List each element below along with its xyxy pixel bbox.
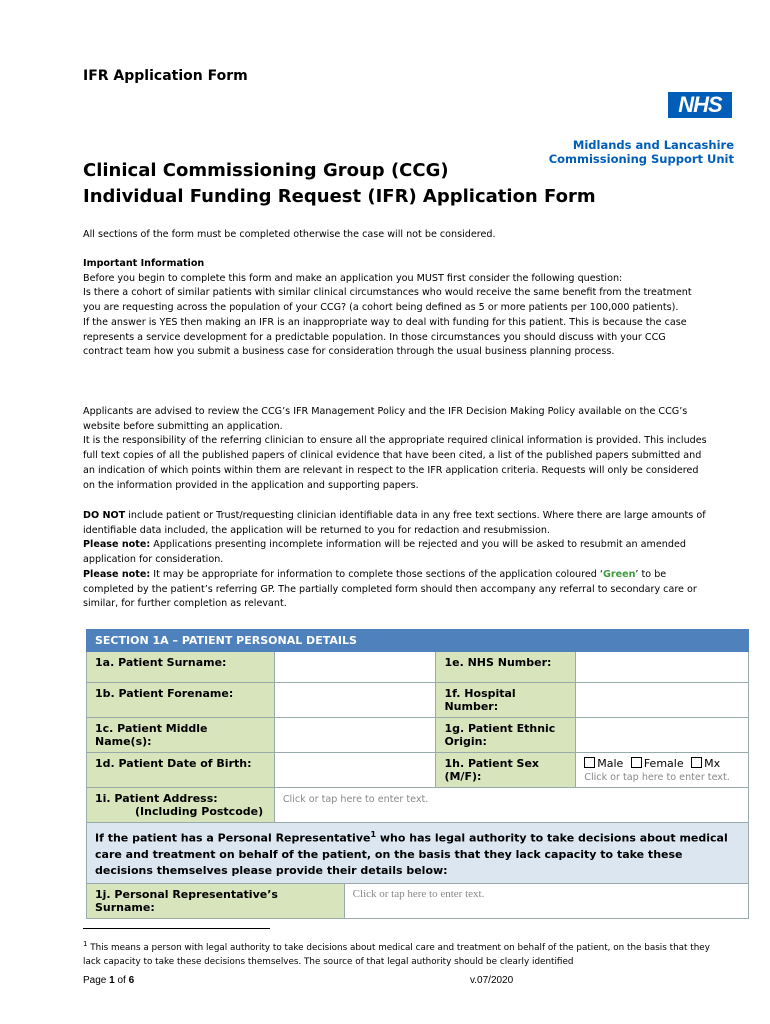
title-line-1: Clinical Commissioning Group (CCG) — [83, 160, 449, 181]
forename-field[interactable] — [274, 683, 436, 718]
sex-placeholder[interactable]: Click or tap here to enter text. — [584, 772, 730, 783]
table-row — [87, 753, 749, 788]
notes-text — [83, 509, 708, 612]
intro-text: All sections of the form must be completed otherwise the case will not be considered. — [83, 229, 496, 240]
important-info — [83, 257, 708, 360]
table-row — [87, 718, 749, 753]
footnote-divider — [83, 928, 270, 929]
nhs-number-field[interactable] — [576, 652, 749, 683]
note-please-1: Please note: Applications presenting incomplete information will be rejected and you will be asked to resubmit an amended application for consideration. — [83, 539, 686, 566]
table-row — [87, 683, 749, 718]
section-header: SECTION 1A – PATIENT PERSONAL DETAILS — [87, 630, 749, 652]
nhs-number-label: 1e. NHS Number: — [436, 652, 576, 683]
male-checkbox[interactable] — [584, 757, 595, 768]
surname-label: 1a. Patient Surname: — [87, 652, 275, 683]
important-p3: If the answer is YES then making an IFR is an inappropriate way to deal with funding for this patient. This is because the case represents a service development for a predictable population. In those circumstances you should discuss with your CCG contract team how you submit a business case for consideration through the usual business planning process. — [83, 316, 687, 358]
nhs-logo: NHS — [668, 92, 732, 118]
version-label: v.07/2020 — [470, 975, 514, 986]
female-label: Female — [643, 757, 684, 770]
female-checkbox[interactable] — [631, 757, 642, 768]
org-line-1: Midlands and Lancashire — [572, 138, 734, 152]
male-label: Male — [597, 757, 624, 770]
dob-label: 1d. Patient Date of Birth: — [87, 753, 275, 788]
title-line-2: Individual Funding Request (IFR) Application Form — [83, 186, 596, 207]
forename-label: 1b. Patient Forename: — [87, 683, 275, 718]
table-row — [87, 652, 749, 683]
rep-surname-field[interactable]: Click or tap here to enter text. — [344, 883, 748, 918]
advice-p2: It is the responsibility of the referring clinician to ensure all the appropriate required clinical information is provided. This includes full text copies of all the published papers of clinical evidence that have been cited, a list of the published papers submitted and an indication of which points within them are relevant in respect to the IFR application criteria. Requests will only be considered on the information provided in the application and supporting papers. — [83, 435, 707, 491]
surname-field[interactable] — [274, 652, 436, 683]
hospital-number-field[interactable] — [576, 683, 749, 718]
org-line-2: Commissioning Support Unit — [548, 152, 734, 166]
hospital-number-label: 1f. Hospital Number: — [436, 683, 576, 718]
middle-name-label: 1c. Patient Middle Name(s): — [87, 718, 275, 753]
important-heading: Important Information — [83, 258, 205, 269]
advice-p1: Applicants are advised to review the CCG’s IFR Management Policy and the IFR Decision Making Policy available on the CCG’s website before submitting an application. — [83, 406, 688, 432]
table-row — [87, 883, 749, 918]
address-label: 1i. Patient Address: (Including Postcode) — [87, 788, 275, 823]
important-p1: Before you begin to complete this form and make an application you MUST first consider the following question: — [83, 272, 623, 284]
address-field[interactable]: Click or tap here to enter text. — [274, 788, 748, 823]
table-row — [87, 788, 749, 823]
advice-text — [83, 405, 708, 493]
sex-label: 1h. Patient Sex (M/F): — [436, 753, 576, 788]
mx-label: Mx — [704, 757, 721, 770]
patient-details-form — [86, 629, 749, 919]
page-title — [83, 158, 596, 210]
page-number: Page 1 of 6 — [83, 975, 135, 986]
footnote: $^1$ This means a person with legal authority to take decisions about medical care and treatment on behalf of the patient, on the basis that they lack capacity to take these decisions themselves. The source of that legal authority should be clearly identified — [83, 940, 710, 967]
ethnic-origin-field[interactable] — [576, 718, 749, 753]
note-donot: DO NOT include patient or Trust/requesting clinician identifiable data in any free text sections. Where there are large amounts of identifiable data included, the application will be returned to you for redaction and resubmission. — [83, 510, 706, 536]
middle-name-field[interactable] — [274, 718, 436, 753]
rep-intro-row — [87, 823, 749, 884]
header-form-label: IFR Application Form — [83, 68, 248, 84]
rep-surname-label: 1j. Personal Representative’s Surname: — [87, 883, 345, 918]
ethnic-origin-label: 1g. Patient Ethnic Origin: — [436, 718, 576, 753]
dob-field[interactable] — [274, 753, 436, 788]
note-please-2: Please note: It may be appropriate for information to complete those sections of the application coloured ‘Green’ to be completed by the patient’s referring GP. The partially completed form should then accompany any referral to secondary care or similar, for further completion as relevant. — [83, 568, 697, 610]
mx-checkbox[interactable] — [691, 757, 702, 768]
sex-field — [576, 753, 749, 788]
rep-intro-text: If the patient has a Personal Representative$^1$ who has legal authority to take decisions about medical care and treatment on behalf of the patient, on the basis that they lack capacity to take these decisions themselves please provide their details below: — [87, 823, 749, 884]
important-p2: Is there a cohort of similar patients with similar clinical circumstances who would receive the same benefit from the treatment you are requesting across the population of your CCG? (a cohort being defined as 5 or more patients per 100,000 patients). — [83, 287, 692, 314]
